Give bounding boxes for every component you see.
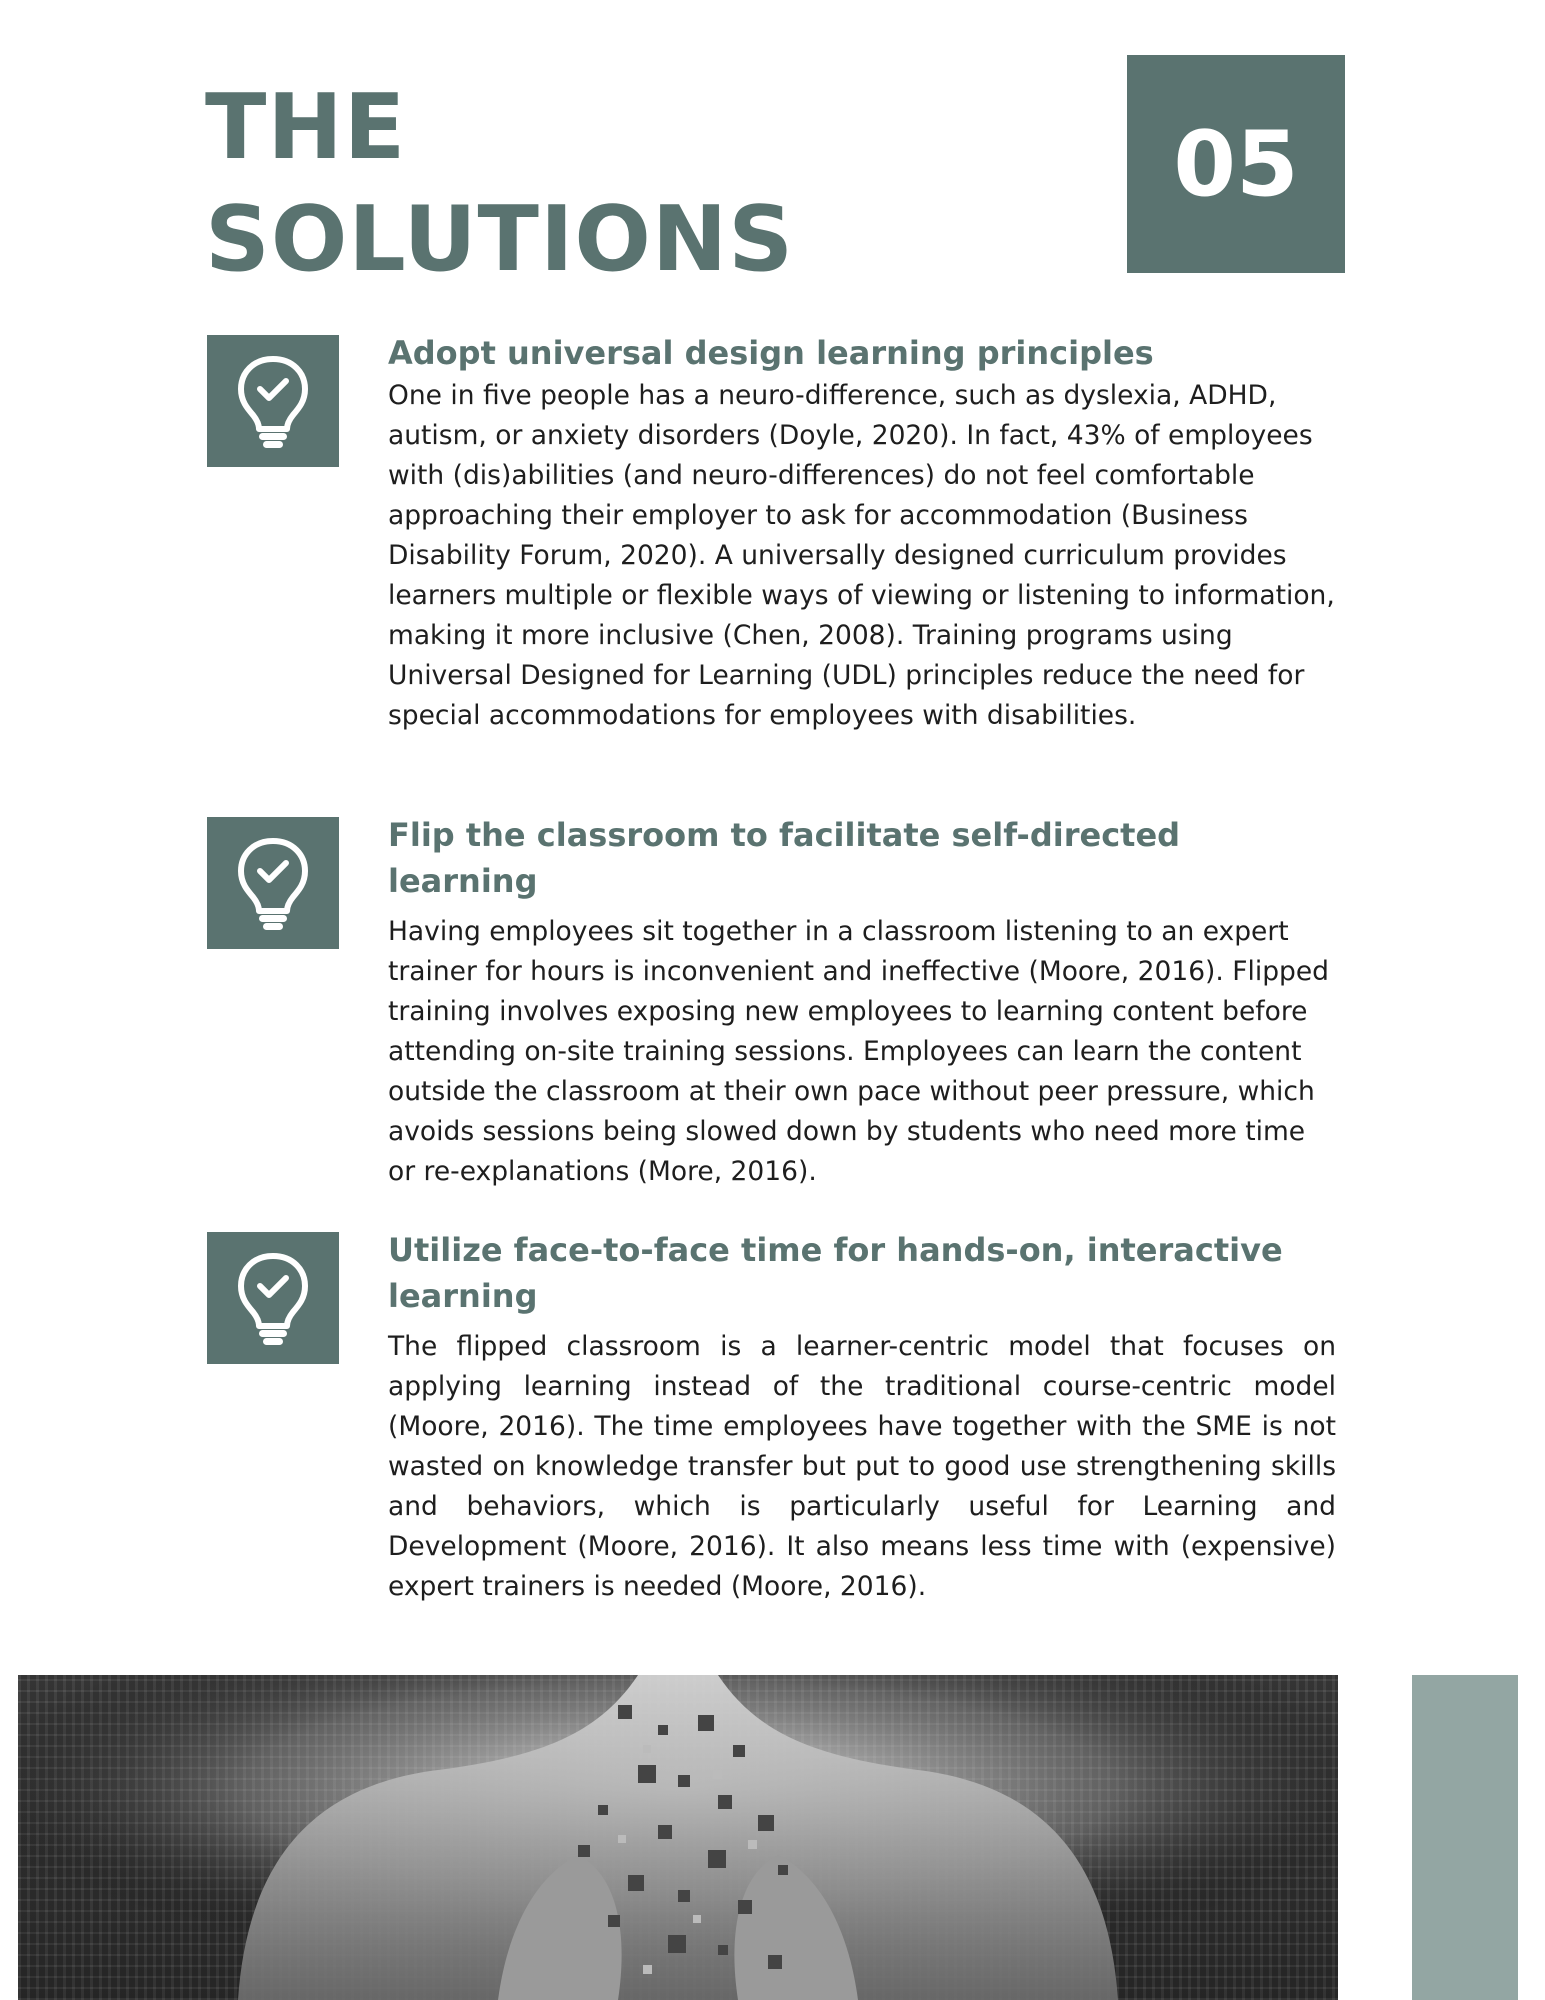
solution-heading-2: Flip the classroom to facilitate self-directed learning xyxy=(388,816,1181,900)
decorative-side-bar xyxy=(1412,1675,1518,2000)
section-number: 05 xyxy=(1173,111,1299,217)
section-number-box xyxy=(1127,55,1345,273)
solution-section-3 xyxy=(388,1227,1336,1607)
solution-section-2 xyxy=(388,812,1336,1192)
figure-illustration xyxy=(18,1675,1338,2000)
lightbulb-check-icon xyxy=(207,1232,339,1364)
title-line-1: THE xyxy=(205,75,407,180)
solution-body-2: Having employees sit together in a classroom listening to an expert trainer for hours is inconvenient and ineffective (Moore, 2016). Flipped training involves exposing new employees to learning content before attending on-site training sessions. Employees can learn the content outside the classroom at their own pace without peer pressure, which avoids sessions being slowed down by students who need more time or re-explanations (More, 2016). xyxy=(388,916,1329,1187)
lightbulb-check-icon-glyph xyxy=(233,1250,313,1346)
title-line-2: SOLUTIONS xyxy=(205,187,795,292)
lightbulb-check-icon-glyph xyxy=(233,353,313,449)
page-title xyxy=(205,72,794,296)
solution-heading-3: Utilize face-to-face time for hands-on, interactive learning xyxy=(388,1231,1283,1315)
solution-body-1: One in five people has a neuro-difference, such as dyslexia, ADHD, autism, or anxiety disorders (Doyle, 2020). In fact, 43% of employees with (dis)abilities (and neuro-differences) do not feel comfortable approaching their employer to ask for accommodation (Business Disability Forum, 2020). A universally designed curriculum provides learners multiple or flexible ways of viewing or listening to information, making it more inclusive (Chen, 2008). Training programs using Universal Designed for Learning (UDL) principles reduce the need for special accommodations for employees with disabilities. xyxy=(388,380,1335,731)
solution-section-1 xyxy=(388,330,1336,736)
solution-heading-1: Adopt universal design learning principles xyxy=(388,334,1154,372)
lightbulb-check-icon xyxy=(207,817,339,949)
lightbulb-check-icon-glyph xyxy=(233,835,313,931)
solution-body-3: The flipped classroom is a learner-centric model that focuses on applying learning instead of the traditional course-centric model (Moore, 2016). The time employees have together with the SME is not wasted on knowledge transfer but put to good use strengthening skills and behaviors, which is particularly useful for Learning and Development (Moore, 2016). It also means less time with (expensive) expert trainers is needed (Moore, 2016). xyxy=(388,1331,1336,1602)
lightbulb-check-icon xyxy=(207,335,339,467)
cover-photo xyxy=(18,1675,1338,2000)
